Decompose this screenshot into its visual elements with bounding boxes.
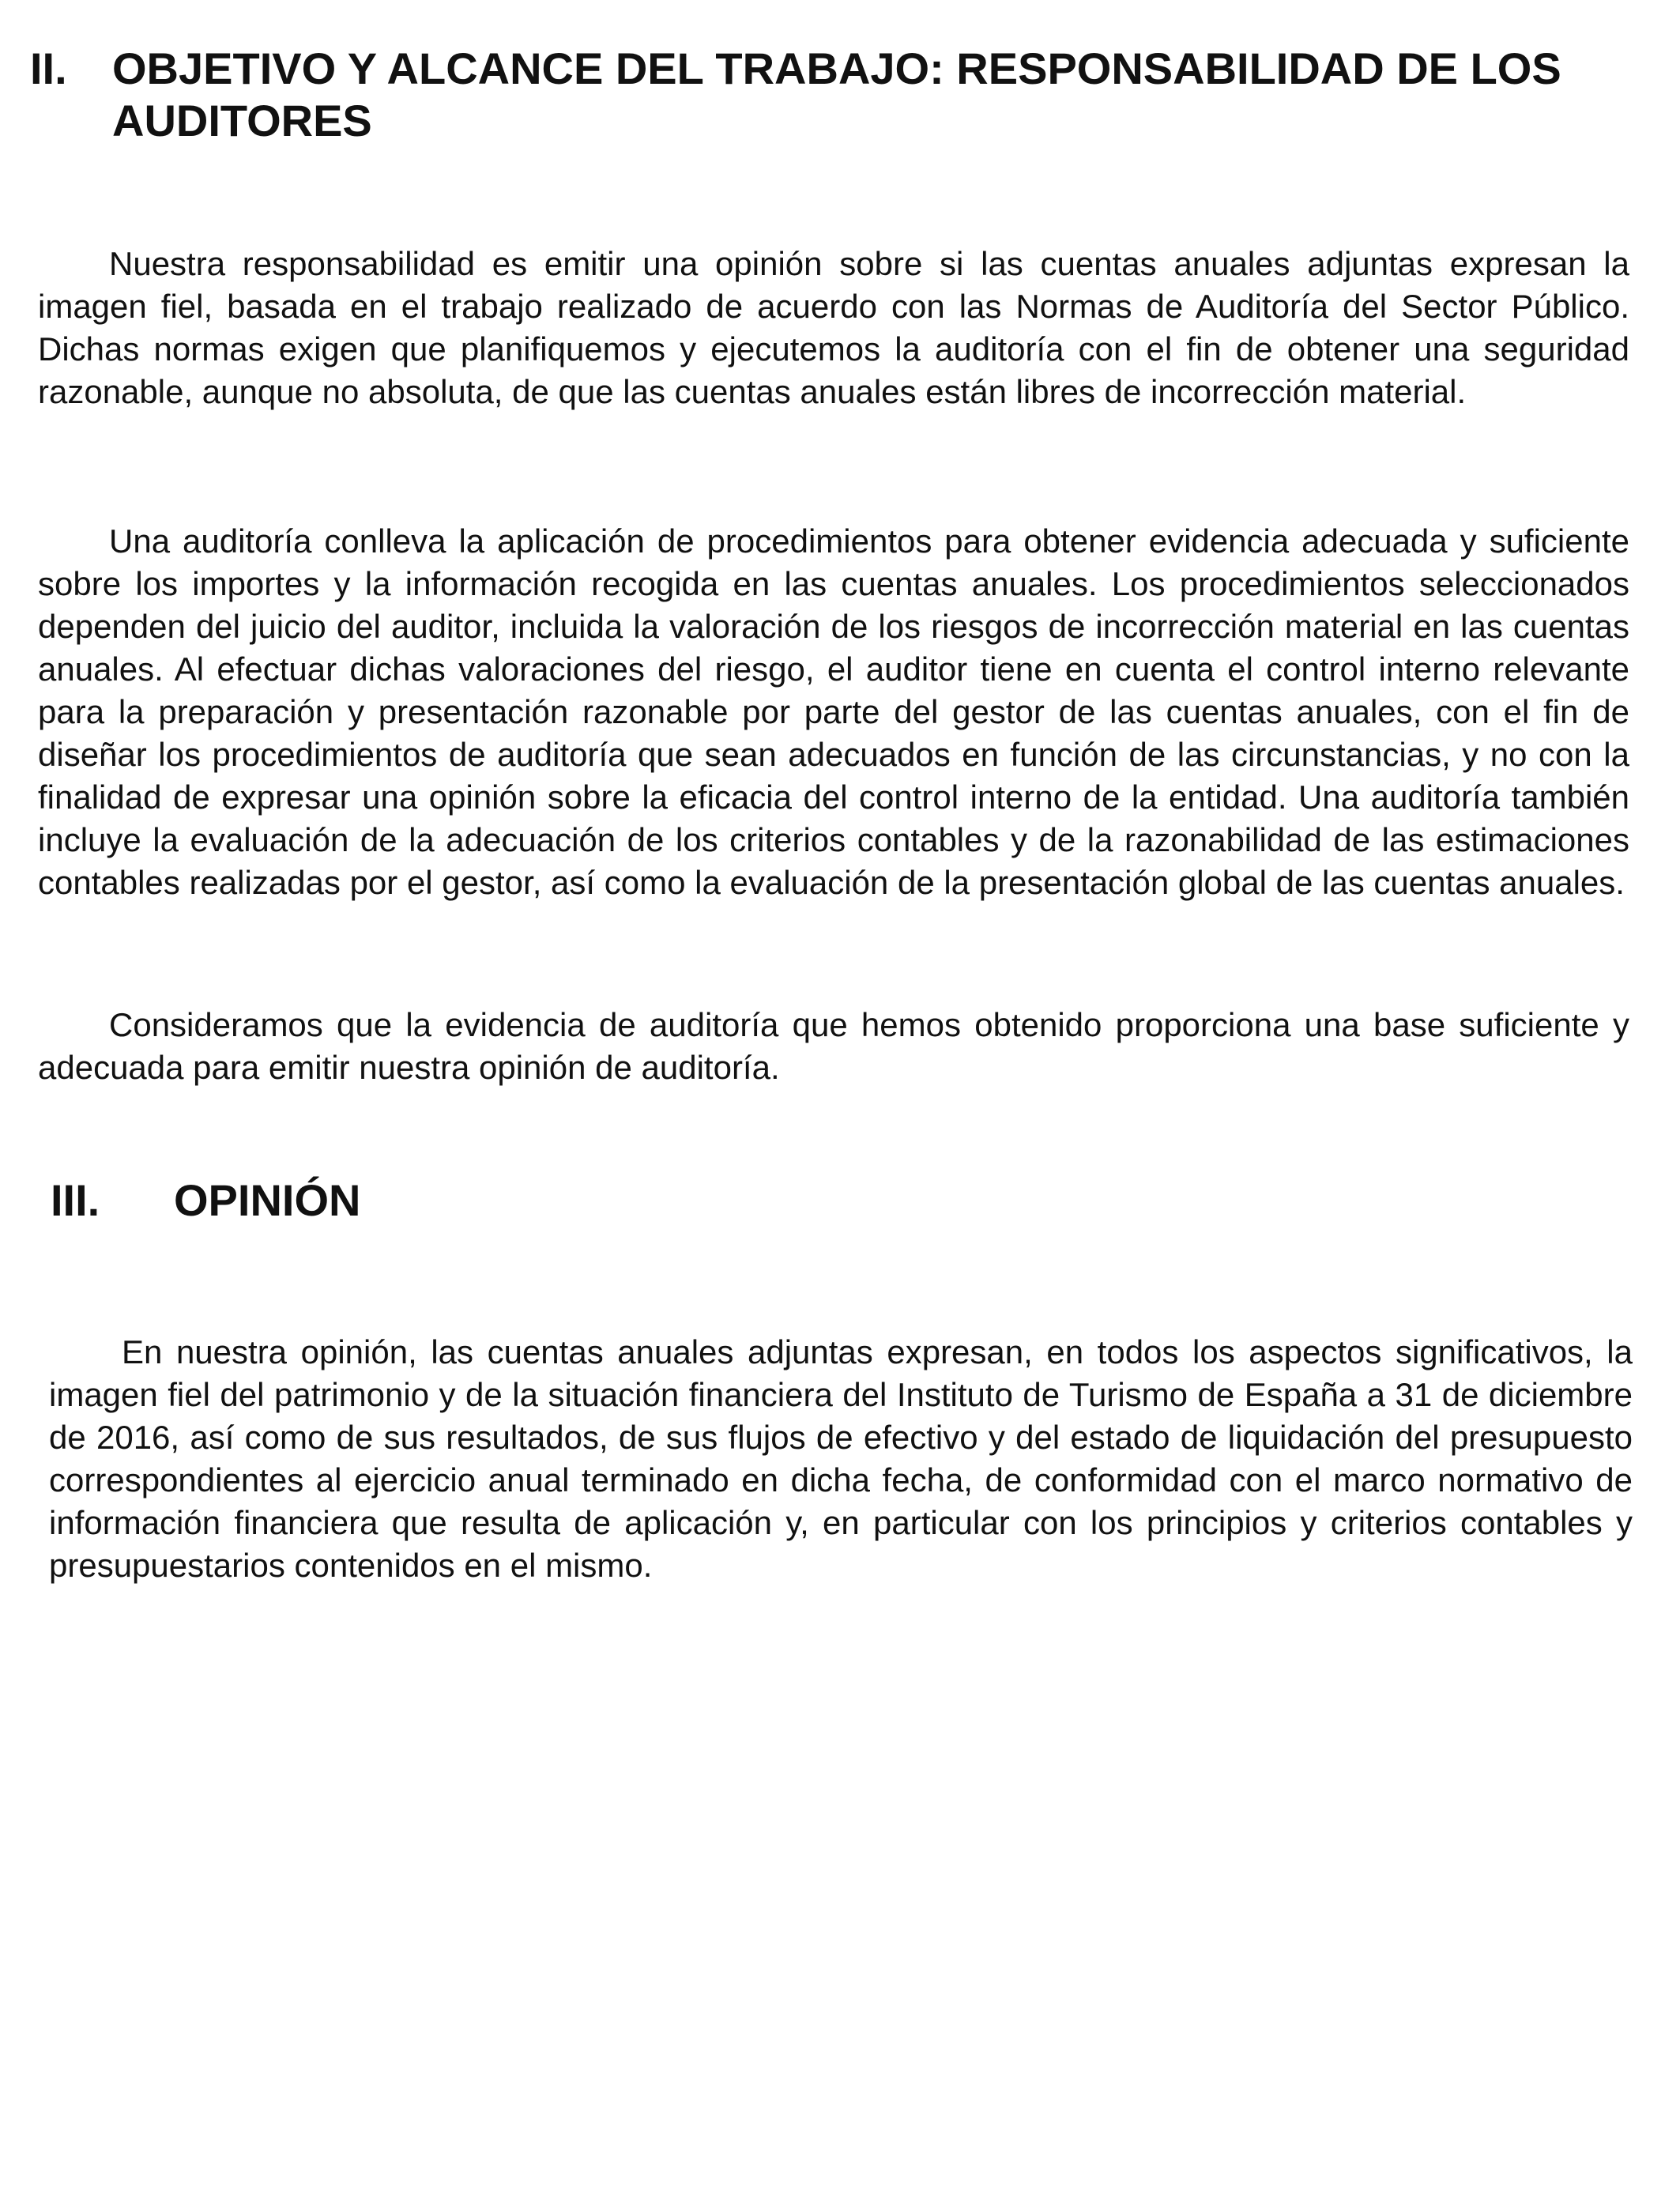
section-title: OPINIÓN <box>174 1175 361 1225</box>
paragraph-opinion: En nuestra opinión, las cuentas anuales adjuntas expresan, en todos los aspectos significativos, la imagen fiel del patrimonio y de la situación financiera del Instituto de Turismo de España a 31 de diciembre de 2016, así como de sus resultados, de sus flujos de efectivo y del estado de liquidación del presupuesto correspondientes al ejercicio anual terminado en dicha fecha, de conformidad con el marco normativo de información financiera que resulta de aplicación y, en particular con los principios y criterios contables y presupuestarios contenidos en el mismo. <box>49 1333 1633 1584</box>
section-title: OBJETIVO Y ALCANCE DEL TRABAJO: RESPONSABILIDAD DE LOS AUDITORES <box>112 43 1561 145</box>
paragraph-evidencia: Consideramos que la evidencia de auditoría que hemos obtenido proporciona una base suficiente y adecuada para emitir nuestra opinión de auditoría. <box>38 1006 1629 1086</box>
paragraph-responsabilidad: Nuestra responsabilidad es emitir una opinión sobre si las cuentas anuales adjuntas expresan la imagen fiel, basada en el trabajo realizado de acuerdo con las Normas de Auditoría del Sector Público. Dichas normas exigen que planifiquemos y ejecutemos la auditoría con el fin de obtener una seguridad razonable, aunque no absoluta, de que las cuentas anuales están libres de incorrección material. <box>38 245 1629 410</box>
section-number: III. <box>51 1175 100 1225</box>
paragraph-procedimientos: Una auditoría conlleva la aplicación de procedimientos para obtener evidencia adecuada y suficiente sobre los importes y la información recogida en las cuentas anuales. Los procedimientos seleccionados dependen del juicio del auditor, incluida la valoración de los riesgos de incorrección material en las cuentas anuales. Al efectuar dichas valoraciones del riesgo, el auditor tiene en cuenta el control interno relevante para la preparación y presentación razonable por parte del gestor de las cuentas anuales, con el fin de diseñar los procedimientos de auditoría que sean adecuados en función de las circunstancias, y no con la finalidad de expresar una opinión sobre la eficacia del control interno de la entidad. Una auditoría también incluye la evaluación de la adecuación de los criterios contables y de la razonabilidad de las estimaciones contables realizadas por el gestor, así como la evaluación de la presentación global de las cuentas anuales. <box>38 522 1629 901</box>
section-number: II. <box>30 43 67 93</box>
